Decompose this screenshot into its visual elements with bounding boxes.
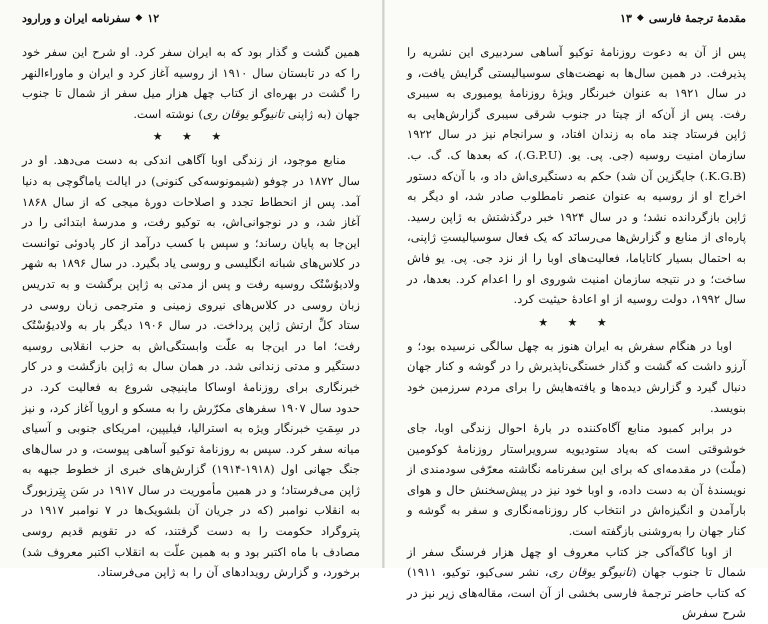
paragraph: اوبا در هنگام سفرش به ایران هنوز به چهل سالگی نرسیده بود؛ و آرزو داشت که گشت و گذار خستگی‌ناپذیرش را در گوشه و کنار جهان دنبال گیرد و گزارش دیده‌ها و یافته‌هایش را برای مردم سرزمین خود بنویسد.	[407, 338, 746, 415]
paragraph: منابع موجود، از زندگی اوبا آگاهی اندکی به دست می‌دهد. او در سال ۱۸۷۲ در چوفو (شیمونوسه‌کی کنونی) در ایالت یاماگوچی به دنیا آمد. پس از انحطاط تجدد و اصلاحات دورهٔ میجی که از سال ۱۸۶۸ آغاز شد، و در نوجوانی‌اش، به توکیو رفت، و مدرسهٔ ابتدائی را در این‌جا به پایان رساند؛ و سپس با کسب درآمد از کار پادوئی توانست در کلاس‌های شبانه انگلیسی و روسی یاد بگیرد. در سال ۱۸۹۶ به شهر ولادیوُسْتُک روسیه رفت و پس از مدتی به ژاپن برگشت و به تدریس زبان روسی در کلاس‌های نیروی زمینی و مترجمی زبان روسی در ستاد کلِّ ارتش ژاپن پرداخت. در سال ۱۹۰۶ دیگر بار به ولادیوُسْتُک رفت؛ اما در این‌جا به علّت وابستگی‌اش به حزب انقلابی روسیه دستگیر و مدتی زندانی شد. در همان سال به ژاپن بازگشت و در کار خبرنگاری برای روزنامهٔ اوساکا ماینیچی شروع به فعالیت کرد. در حدود سال ۱۹۰۷ سفرهای مکرّرش را به مسکو و اروپا آغاز کرد، و نیز در سِمَتِ خبرنگار ویژه به استرالیا، فیلیپین، امریکای جنوبی و آسیای میانه سفر کرد. سپس به روزنامهٔ توکیو آساهی پیوست، و در سال‌های جنگ جهانی اول (۱۹۱۸-۱۹۱۴) گزارش‌های خبری از خطوط جبهه به ژاپن می‌فرستاد؛ و در همین مأموریت در سال ۱۹۱۷ در سَن پِتِرزبورگ به انقلاب نوامبر (که در جریان آن بلشویک‌ها در ۷ نوامبر ۱۹۱۷ در پتروگراد حکومت را به دست گرفتند، که در تقویم قدیم روسی مصادف با ماه اکتبر بود و به همین علّت به انقلاب اکتبر معروف شد) برخورد، و گزارش رویدادهای آن را به ژاپن می‌فرستاد.	[22, 153, 360, 580]
book-title: تانیوگو یوقان ری	[548, 565, 633, 580]
paragraph: در برابر کمبود منابع آگاه‌کننده در بارهٔ احوال زندگی اوبا، جای خوشوقتی است که به‌یاد ‌ستودیویه سرویراستار روزنامهٔ کوکومین (ملّت) در مقدمه‌ای که برای این سفرنامه نگاشته معرّفی سودمندی از نویسندهٔ آن به دست داده، و اوبا خود نیز در پیش‌سخنش حال و هوای بارآمدن و انگیزه‌اش در انتخاب کار روزنامه‌نگاری و سفر به گوشه و کنار جهان را به‌روشنی بازگفته است.	[407, 421, 746, 539]
paragraph: همین گشت و گذار بود که به ایران سفر کرد. او شرح این سفر خود را که در تابستان سال ۱۹۱۰ از روسیه آغاز کرد و ایران و ماوراءالنهر را گشت در بهره‌ای از کتاب چهل هزار میل سفر از شمال تا جنوب جهان (به ژاپنی تانیوگو یوقان ری) نوشته است.	[22, 45, 360, 121]
paragraph: پس از آن به دعوت روزنامهٔ توکیو آساهی سردبیری این نشریه را پذیرفت. در همین سال‌ها به نهضت‌های سوسیالیستی گرایش یافت، و در سال ۱۹۲۱ به عنوان خبرنگار ویژهٔ روزنامهٔ یومیوری به سیبری رفت. پس از آن‌که از چیتا در جنوب شرقی سیبری گزارش‌هایی به ژاپن فرستاد چند ماه به زندان افتاد، و سرانجام نیز در سال ۱۹۲۲ سازمان امنیت روسیه (جی. پی. یو. (G.P.U.)، که بعدها ک. گ. ب. (K.G.B.) جایگزین آن شد) حکم به دستگیری‌اش داد و، با آن‌که دستور اخراج او از روسیه به عنوان عنصر نامطلوب صادر شد، او دیگر به ژاپن بازگردانده نشد؛ و در سال ۱۹۲۴ خبر درگذشتش به ژاپن رسید. پاره‌ای از منابع و گزارش‌ها می‌رسانَد که یک فعال سوسیالیستِ ژاپنی، به احتمال بسیار کاتایاما، فعالیت‌های اوبا را از نزد جی. پی. یو فاش ساخت؛ و در نتیجه سازمان امنیت شوروی او را اعدام کرد. بعدها، در سال ۱۹۹۲، دولت روسیه از او اعادهٔ حیثیت کرد.	[407, 45, 747, 307]
section-divider: ★ ★ ★	[152, 130, 230, 144]
diamond-icon: ◆	[636, 12, 644, 23]
diamond-icon: ◆	[135, 12, 143, 23]
running-head-title: سفرنامه ایران و ورارود	[22, 11, 131, 25]
section-divider: ★ ★ ★	[538, 315, 615, 329]
paragraph: از اوبا کاگه‌آکی جز کتاب معروف او چهل هزار فرسنگ سفر از شمال تا جنوب جهان (تانیوگو یوقان ری، نشر سی‌کیو، توکیو، ۱۹۱۱) که کتاب حاضر ترجمهٔ فارسی بخشی از آن است، مقاله‌های زیر نیز در شرح سفرش	[407, 544, 746, 621]
right-page	[385, 0, 768, 621]
running-head-title: مقدمهٔ ترجمهٔ فارسی	[648, 11, 746, 25]
right-running-head	[407, 10, 746, 26]
book-title: تانیوگو یوقان ری	[202, 106, 284, 121]
left-running-head	[22, 10, 360, 26]
page-number: ۱۳	[620, 11, 632, 25]
page-number: ۱۲	[147, 11, 160, 25]
left-page	[0, 0, 383, 580]
